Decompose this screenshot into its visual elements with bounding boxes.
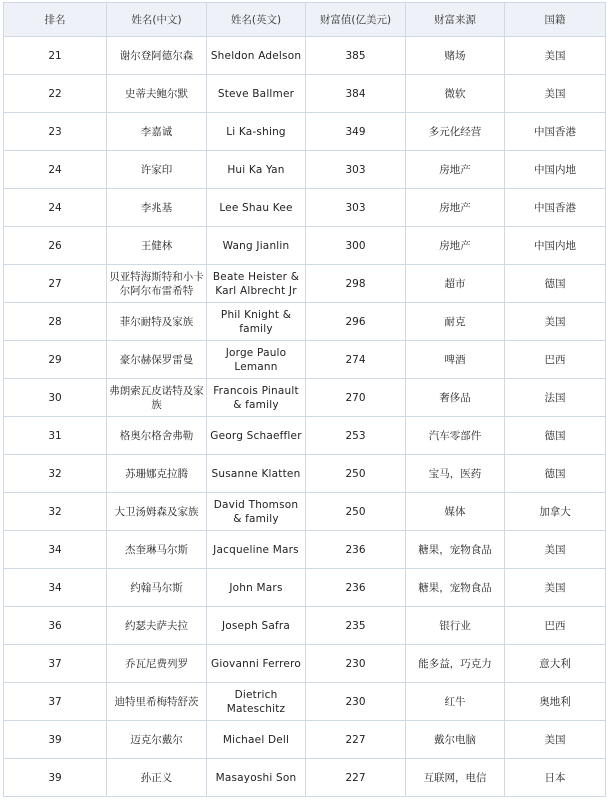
cell-country: 美国 bbox=[505, 721, 606, 759]
cell-country: 奥地利 bbox=[505, 683, 606, 721]
cell-wealth: 227 bbox=[306, 721, 406, 759]
cell-wealth: 236 bbox=[306, 569, 406, 607]
cell-wealth: 236 bbox=[306, 531, 406, 569]
table-row bbox=[4, 455, 606, 493]
cell-rank: 32 bbox=[4, 455, 107, 493]
cell-rank: 39 bbox=[4, 759, 107, 797]
table-body bbox=[4, 37, 606, 797]
cell-source: 啤酒 bbox=[406, 341, 505, 379]
cell-name-en: Georg Schaeffler bbox=[207, 417, 306, 455]
cell-country: 美国 bbox=[505, 303, 606, 341]
cell-name-cn: 迪特里希梅特舒茨 bbox=[107, 683, 207, 721]
cell-name-en: Jorge Paulo Lemann bbox=[207, 341, 306, 379]
cell-rank: 34 bbox=[4, 531, 107, 569]
table-row bbox=[4, 759, 606, 797]
header-name-en: 姓名(英文) bbox=[207, 3, 306, 37]
cell-name-cn: 孙正义 bbox=[107, 759, 207, 797]
cell-name-en: Beate Heister & Karl Albrecht Jr bbox=[207, 265, 306, 303]
cell-source: 戴尔电脑 bbox=[406, 721, 505, 759]
cell-source: 宝马，医药 bbox=[406, 455, 505, 493]
table-row bbox=[4, 645, 606, 683]
cell-name-cn: 乔瓦尼费列罗 bbox=[107, 645, 207, 683]
header-wealth: 财富值(亿美元) bbox=[306, 3, 406, 37]
cell-name-en: David Thomson & family bbox=[207, 493, 306, 531]
cell-rank: 21 bbox=[4, 37, 107, 75]
cell-name-en: Li Ka-shing bbox=[207, 113, 306, 151]
cell-name-en: Joseph Safra bbox=[207, 607, 306, 645]
cell-wealth: 270 bbox=[306, 379, 406, 417]
cell-wealth: 303 bbox=[306, 189, 406, 227]
cell-name-cn: 豪尔赫保罗雷曼 bbox=[107, 341, 207, 379]
cell-wealth: 227 bbox=[306, 759, 406, 797]
table-row bbox=[4, 569, 606, 607]
table-row bbox=[4, 227, 606, 265]
cell-country: 中国内地 bbox=[505, 151, 606, 189]
cell-wealth: 296 bbox=[306, 303, 406, 341]
cell-name-en: Steve Ballmer bbox=[207, 75, 306, 113]
cell-source: 赌场 bbox=[406, 37, 505, 75]
cell-wealth: 230 bbox=[306, 645, 406, 683]
cell-source: 奢侈品 bbox=[406, 379, 505, 417]
cell-wealth: 385 bbox=[306, 37, 406, 75]
table-row bbox=[4, 379, 606, 417]
table-row bbox=[4, 151, 606, 189]
cell-wealth: 250 bbox=[306, 455, 406, 493]
cell-source: 糖果，宠物食品 bbox=[406, 569, 505, 607]
cell-name-cn: 李兆基 bbox=[107, 189, 207, 227]
cell-name-cn: 贝亚特海斯特和小卡尔阿尔布雷希特 bbox=[107, 265, 207, 303]
table-row bbox=[4, 341, 606, 379]
cell-country: 美国 bbox=[505, 531, 606, 569]
cell-source: 能多益，巧克力 bbox=[406, 645, 505, 683]
table-row bbox=[4, 531, 606, 569]
cell-source: 房地产 bbox=[406, 227, 505, 265]
cell-country: 德国 bbox=[505, 417, 606, 455]
cell-rank: 23 bbox=[4, 113, 107, 151]
cell-name-cn: 史蒂夫鲍尔默 bbox=[107, 75, 207, 113]
cell-rank: 27 bbox=[4, 265, 107, 303]
cell-name-en: Hui Ka Yan bbox=[207, 151, 306, 189]
cell-rank: 24 bbox=[4, 189, 107, 227]
header-source: 财富来源 bbox=[406, 3, 505, 37]
cell-rank: 26 bbox=[4, 227, 107, 265]
cell-name-cn: 迈克尔戴尔 bbox=[107, 721, 207, 759]
cell-name-cn: 谢尔登阿德尔森 bbox=[107, 37, 207, 75]
table-row bbox=[4, 303, 606, 341]
cell-country: 中国香港 bbox=[505, 113, 606, 151]
cell-country: 中国内地 bbox=[505, 227, 606, 265]
cell-country: 巴西 bbox=[505, 607, 606, 645]
cell-name-cn: 约翰马尔斯 bbox=[107, 569, 207, 607]
cell-name-en: John Mars bbox=[207, 569, 306, 607]
cell-name-en: Sheldon Adelson bbox=[207, 37, 306, 75]
cell-name-en: Wang Jianlin bbox=[207, 227, 306, 265]
cell-rank: 37 bbox=[4, 683, 107, 721]
cell-name-cn: 许家印 bbox=[107, 151, 207, 189]
cell-name-cn: 苏珊娜克拉腾 bbox=[107, 455, 207, 493]
cell-source: 糖果，宠物食品 bbox=[406, 531, 505, 569]
table-row bbox=[4, 265, 606, 303]
header-rank: 排名 bbox=[4, 3, 107, 37]
cell-name-en: Lee Shau Kee bbox=[207, 189, 306, 227]
cell-source: 房地产 bbox=[406, 151, 505, 189]
cell-rank: 28 bbox=[4, 303, 107, 341]
cell-rank: 37 bbox=[4, 645, 107, 683]
cell-rank: 34 bbox=[4, 569, 107, 607]
cell-wealth: 250 bbox=[306, 493, 406, 531]
cell-source: 耐克 bbox=[406, 303, 505, 341]
cell-rank: 36 bbox=[4, 607, 107, 645]
cell-name-cn: 约瑟夫萨夫拉 bbox=[107, 607, 207, 645]
cell-country: 意大利 bbox=[505, 645, 606, 683]
cell-rank: 22 bbox=[4, 75, 107, 113]
cell-name-cn: 王健林 bbox=[107, 227, 207, 265]
cell-country: 法国 bbox=[505, 379, 606, 417]
table-header bbox=[4, 3, 606, 37]
rich-list-table bbox=[3, 2, 606, 797]
cell-source: 多元化经营 bbox=[406, 113, 505, 151]
cell-wealth: 274 bbox=[306, 341, 406, 379]
cell-country: 中国香港 bbox=[505, 189, 606, 227]
cell-source: 房地产 bbox=[406, 189, 505, 227]
table-row bbox=[4, 417, 606, 455]
cell-name-cn: 杰奎琳马尔斯 bbox=[107, 531, 207, 569]
table-row bbox=[4, 37, 606, 75]
cell-name-cn: 大卫汤姆森及家族 bbox=[107, 493, 207, 531]
table-row bbox=[4, 75, 606, 113]
cell-wealth: 384 bbox=[306, 75, 406, 113]
cell-wealth: 349 bbox=[306, 113, 406, 151]
cell-country: 美国 bbox=[505, 569, 606, 607]
cell-rank: 24 bbox=[4, 151, 107, 189]
cell-name-en: Phil Knight & family bbox=[207, 303, 306, 341]
header-row bbox=[4, 3, 606, 37]
table-row bbox=[4, 607, 606, 645]
cell-country: 美国 bbox=[505, 37, 606, 75]
cell-name-en: Giovanni Ferrero bbox=[207, 645, 306, 683]
cell-source: 超市 bbox=[406, 265, 505, 303]
cell-wealth: 235 bbox=[306, 607, 406, 645]
cell-source: 媒体 bbox=[406, 493, 505, 531]
header-country: 国籍 bbox=[505, 3, 606, 37]
cell-rank: 30 bbox=[4, 379, 107, 417]
cell-wealth: 300 bbox=[306, 227, 406, 265]
cell-country: 德国 bbox=[505, 455, 606, 493]
cell-source: 互联网，电信 bbox=[406, 759, 505, 797]
cell-name-en: Jacqueline Mars bbox=[207, 531, 306, 569]
cell-country: 巴西 bbox=[505, 341, 606, 379]
cell-name-en: Francois Pinault & family bbox=[207, 379, 306, 417]
header-name-cn: 姓名(中文) bbox=[107, 3, 207, 37]
cell-name-cn: 李嘉诚 bbox=[107, 113, 207, 151]
cell-country: 美国 bbox=[505, 75, 606, 113]
table-row bbox=[4, 683, 606, 721]
cell-wealth: 298 bbox=[306, 265, 406, 303]
cell-source: 汽车零部件 bbox=[406, 417, 505, 455]
cell-wealth: 230 bbox=[306, 683, 406, 721]
cell-country: 日本 bbox=[505, 759, 606, 797]
cell-source: 微软 bbox=[406, 75, 505, 113]
table-row bbox=[4, 113, 606, 151]
cell-wealth: 303 bbox=[306, 151, 406, 189]
cell-name-en: Dietrich Mateschitz bbox=[207, 683, 306, 721]
table-row bbox=[4, 721, 606, 759]
cell-source: 银行业 bbox=[406, 607, 505, 645]
table-row bbox=[4, 189, 606, 227]
cell-rank: 31 bbox=[4, 417, 107, 455]
cell-wealth: 253 bbox=[306, 417, 406, 455]
cell-name-cn: 菲尔耐特及家族 bbox=[107, 303, 207, 341]
cell-country: 德国 bbox=[505, 265, 606, 303]
cell-name-cn: 弗朗索瓦皮诺特及家族 bbox=[107, 379, 207, 417]
cell-rank: 29 bbox=[4, 341, 107, 379]
cell-name-cn: 格奥尔格舍弗勒 bbox=[107, 417, 207, 455]
cell-rank: 32 bbox=[4, 493, 107, 531]
cell-country: 加拿大 bbox=[505, 493, 606, 531]
table-row bbox=[4, 493, 606, 531]
cell-rank: 39 bbox=[4, 721, 107, 759]
cell-name-en: Masayoshi Son bbox=[207, 759, 306, 797]
cell-source: 红牛 bbox=[406, 683, 505, 721]
cell-name-en: Susanne Klatten bbox=[207, 455, 306, 493]
cell-name-en: Michael Dell bbox=[207, 721, 306, 759]
